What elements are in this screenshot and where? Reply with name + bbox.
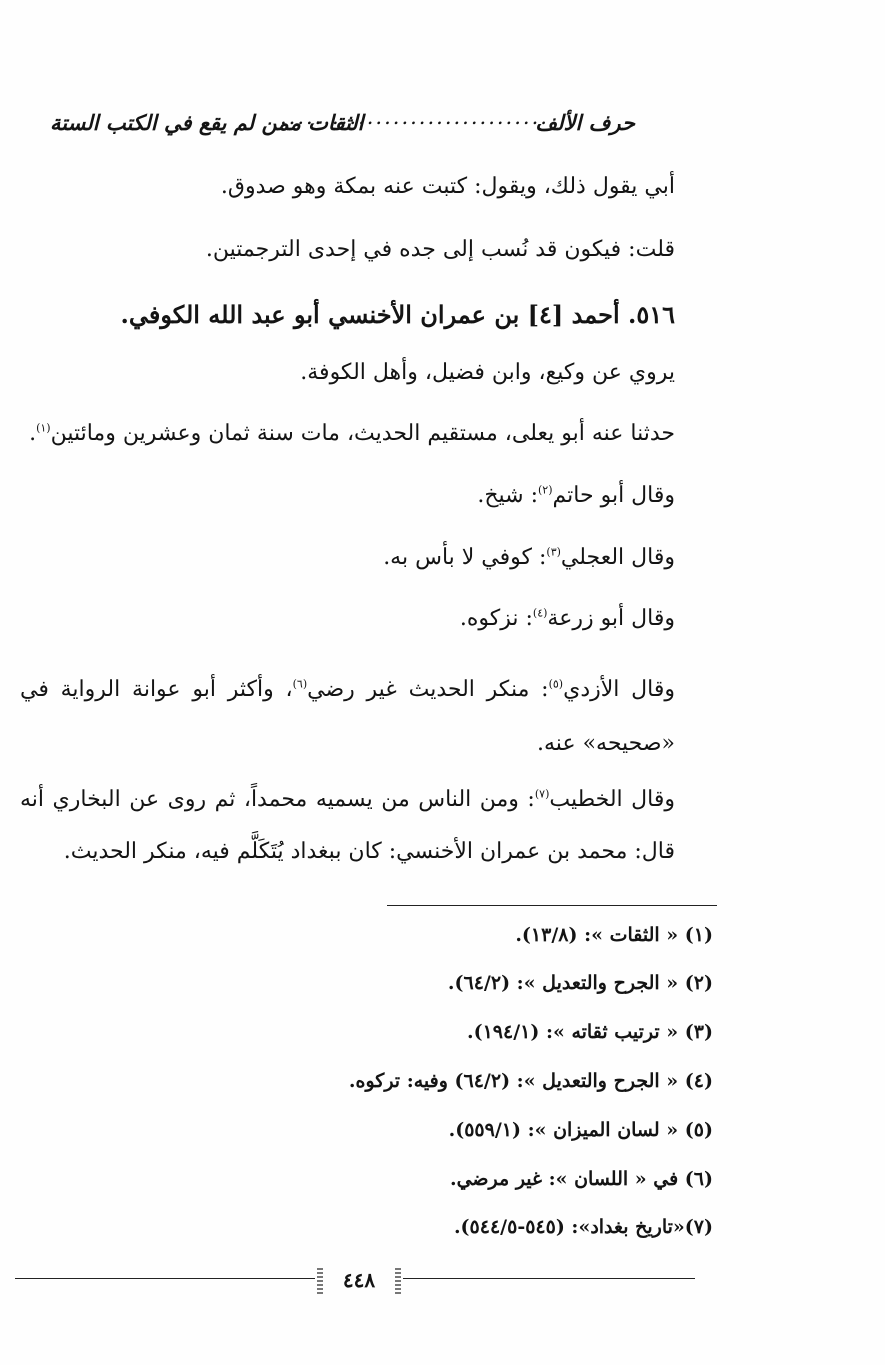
body-line-4 xyxy=(29,416,675,452)
para-9-b: : ومن الناس من يسميه محمداً، ثم روى عن البخاري أنه قال: محمد بن عمران الأخنسي: كان ببغداد يُتَكَلَّم فيه، منكر الحديث. xyxy=(20,787,675,864)
footnote-ref-7: (٧) xyxy=(534,787,550,801)
footnote-6: (٦) في « اللسان »: غير مرضي. xyxy=(449,1168,713,1190)
footnote-ref-1: (١) xyxy=(36,421,51,435)
body-paragraph-8 xyxy=(20,663,675,771)
footnote-ref-2: (٢) xyxy=(538,483,553,497)
body-line-5 xyxy=(477,478,675,514)
line-6-a: وقال العجلي xyxy=(560,545,675,570)
body-line-6 xyxy=(383,540,675,576)
body-paragraph-9 xyxy=(20,774,675,878)
para-8-c: ، وأكثر أبو عوانة الرواية في «صحيحه» عنه. xyxy=(20,677,675,756)
line-6-b: : كوفي لا بأس به. xyxy=(383,545,547,570)
body-line-3: يروي عن وكيع، وابن فضيل، وأهل الكوفة. xyxy=(300,360,675,385)
footnote-separator xyxy=(387,905,717,906)
footnote-3: (٣) « ترتيب ثقاته »: (١٩٤/١). xyxy=(466,1021,713,1043)
body-line-2: قلت: فيكون قد نُسب إلى جده في إحدى الترجمتين. xyxy=(205,237,675,262)
book-title: الثقات ممن لم يقع في الكتب الستة xyxy=(50,110,364,135)
line-5-b: : شيخ. xyxy=(477,483,538,508)
footnote-ref-6: (٦) xyxy=(292,677,308,691)
line-7-b: : نزكوه. xyxy=(459,606,533,631)
footnote-ref-3: (٣) xyxy=(546,545,561,559)
line-5-a: وقال أبو حاتم xyxy=(552,483,675,508)
chapter-title: حرف الألف xyxy=(535,110,635,135)
header-leader-dots: ............................... xyxy=(280,105,549,129)
line-7-a: وقال أبو زرعة xyxy=(547,606,675,631)
footnote-1: (١) « الثقات »: (١٣/٨). xyxy=(515,924,713,946)
footnote-4: (٤) « الجرح والتعديل »: (٦٤/٢) وفيه: تركوه. xyxy=(348,1070,713,1092)
body-line-7 xyxy=(460,601,675,637)
running-header xyxy=(50,106,635,140)
entry-heading: ٥١٦. أحمد [٤] بن عمران الأخنسي أبو عبد الله الكوفي. xyxy=(120,300,675,329)
footnote-ref-5: (٥) xyxy=(548,677,564,691)
footnote-7: (٧)«تاريخ بغداد»: (٥٤٥-٥٤٤/٥). xyxy=(453,1216,713,1238)
para-9-a: وقال الخطيب xyxy=(549,787,675,812)
line-4-end: . xyxy=(29,421,37,446)
line-4-text: حدثنا عنه أبو يعلى، مستقيم الحديث، مات سنة ثمان وعشرين ومائتين xyxy=(50,421,675,446)
footnote-2: (٢) « الجرح والتعديل »: (٦٤/٢). xyxy=(447,972,713,994)
footnote-ref-4: (٤) xyxy=(532,606,548,620)
para-8-b: : منكر الحديث غير رضي xyxy=(307,677,549,702)
page-number: ٤٤٨ xyxy=(315,1262,403,1298)
body-line-1: أبي يقول ذلك، ويقول: كتبت عنه بمكة وهو صدوق. xyxy=(220,174,675,199)
para-8-a: وقال الأزدي xyxy=(563,677,676,702)
footnote-5: (٥) « لسان الميزان »: (٥٥٩/١). xyxy=(448,1119,713,1141)
